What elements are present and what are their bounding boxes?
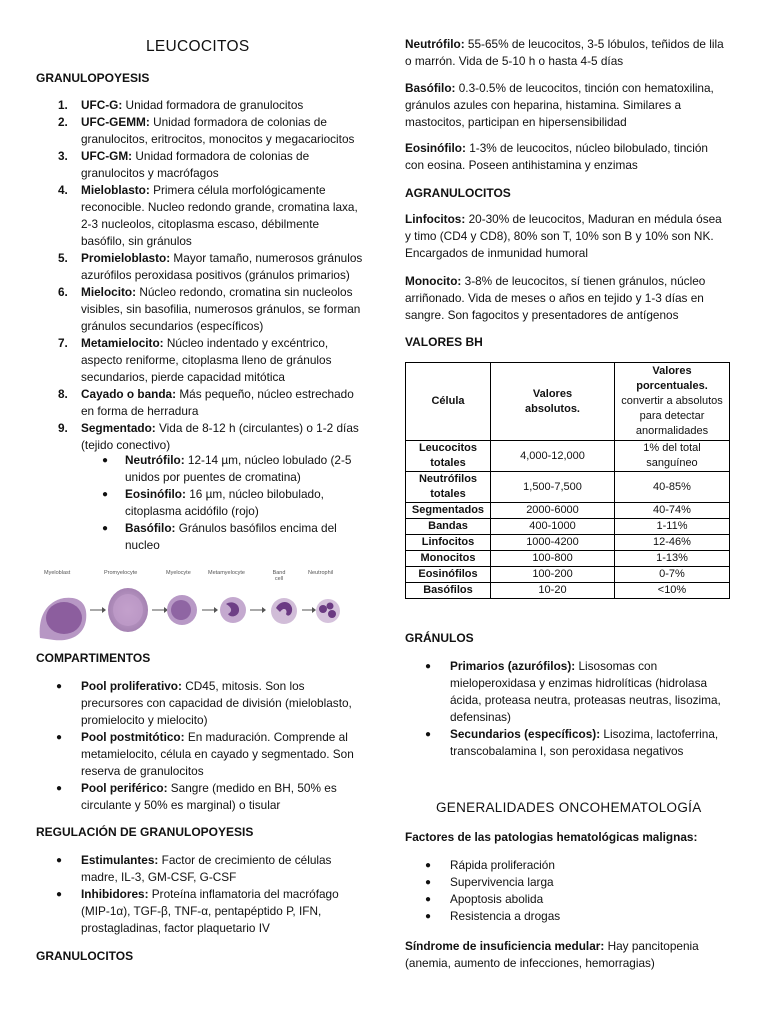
list-item: 1. UFC-G: Unidad formadora de granulocitos [58,98,304,112]
valores-heading: VALORES BH [405,335,483,349]
segmentado-sublist [90,452,360,554]
header-porcentuales: Valores porcentuales. convertir a absolutos para detectar anormalidades [615,363,730,441]
granulocitos-heading: GRANULOCITOS [36,949,134,963]
table-row: Leucocitos totales 4,000-12,000 1% del total sanguíneo [406,441,730,472]
list-item: ● Rápida proliferación [425,858,555,872]
header-celula: Célula [406,363,491,441]
list-item: ● Eosinófilo: 16 µm, núcleo bilobulado, citoplasma acidófilo (rojo) [102,487,324,518]
factores-heading: Factores de las patologias hematológicas malignas: [405,830,698,844]
eosinofilo-paragraph: Eosinófilo: 1-3% de leucocitos, núcleo bilobulado, tinción con eosina. Poseen antihistamina y enzimas [405,141,708,172]
list-item: ● Inhibidores: Proteína inflamatoria del macrófago (MIP-1α), TGF-β, TNF-α, pentapéptido P, IFN, prostagladinas, factor plaquetario IV [56,887,339,935]
list-item: 9. Segmentado: Vida de 8-12 h (circulantes) o 1-2 días (tejido conectivo) [58,421,359,452]
neutrofilo-paragraph: Neutrófilo: 55-65% de leucocitos, 3-5 lóbulos, teñidos de lila o marrón. Vida de 5-10 h o hasta 4-5 días [405,37,724,68]
table-row: Neutrófilos totales 1,500-7,500 40-85% [406,472,730,503]
agranulocitos-heading: AGRANULOCITOS [405,186,511,200]
onco-title: GENERALIDADES ONCOHEMATOLOGÍA [436,800,702,815]
cell-label: Myeloblast [44,570,71,576]
list-item: ● Pool postmitótico: En maduración. Comprende al metamielocito, célula en cayado y segmentado. Son reserva de granulocitos [56,730,354,778]
list-item: 4. Mieloblasto: Primera célula morfológicamente reconocible. Nucleo redondo grande, cromatina laxa, 2-3 nucleolos, citoplasma escaso, débilmente basófilo, sin gránulos [58,183,358,248]
table-row: Basófilos 10-20 <10% [406,583,730,599]
list-item: ● Estimulantes: Factor de crecimiento de células madre, IL-3, GM-CSF, G-CSF [56,853,332,884]
table-row: Linfocitos 1000-4200 12-46% [406,535,730,551]
compartimentos-heading: COMPARTIMENTOS [36,651,151,665]
list-item: ● Pool periférico: Sangre (medido en BH, 50% es circulante y 50% es marginal) o tisular [56,781,337,812]
table-row: Monocitos 100-800 1-13% [406,551,730,567]
cell-label: Metamyelocyte [208,570,245,576]
cell-label: Band cell [272,570,286,582]
list-item: ● Secundarios (específicos): Lisozima, lactoferrina, transcobalamina I, son peroxidasa negativos [425,727,719,758]
list-item: 7. Metamielocito: Núcleo indentado y excéntrico, aspecto reniforme, citoplasma lleno de gránulos secundarios, pierde capacidad mitótica [58,336,332,384]
factores-list [405,857,730,925]
granulopoyesis-list [36,97,366,454]
list-item: 8. Cayado o banda: Más pequeño, núcleo estrechado en forma de herradura [58,387,354,418]
list-item: ● Pool proliferativo: CD45, mitosis. Son los precursores con capacidad de división (mieloblasto, promielocito y mielocito) [56,679,352,727]
sindrome-paragraph: Síndrome de insuficiencia medular: Hay pancitopenia (anemia, aumento de infecciones, hemorragias) [405,939,699,970]
list-item: ● Basófilo: Gránulos basófilos encima del nucleo [102,521,337,552]
list-item: ● Apoptosis abolida [425,892,544,906]
table-header-row [406,363,730,441]
valores-bh-table [405,362,730,599]
granulopoiesis-cells-image [36,570,342,640]
monocito-paragraph: Monocito: 3-8% de leucocitos, sí tienen gránulos, núcleo arriñonado. Vida de meses o años en tejido y 1-3 días en sangre. Son fagocitos y presentadores de antígenos [405,274,706,322]
granulos-heading: GRÁNULOS [405,631,474,645]
list-item: 3. UFC-GM: Unidad formadora de colonias de granulocitos y macrófagos [58,149,310,180]
list-item: ● Primarios (azurófilos): Lisosomas con mieloperoxidasa y enzimas hidrolíticas (hidrolasa ácida, proteasa neutra, proteasas neutras, lisozima, defensinas) [425,659,721,724]
cell-label: Myelocyte [166,570,191,576]
table-row: Segmentados 2000-6000 40-74% [406,503,730,519]
linfocitos-paragraph: Linfocitos: 20-30% de leucocitos, Maduran en médula ósea y timo (CD4 y CD8), 80% son T, 10% son B y 10% son NK. Encargados de inmunidad humoral [405,212,722,260]
page-title: LEUCOCITOS [146,38,250,55]
cell-label: Promyelocyte [104,570,138,576]
cells-illustration [36,580,342,642]
list-item: ● Supervivencia larga [425,875,554,889]
granulos-list [405,658,730,760]
compartimentos-list [36,678,366,814]
table-row: Eosinófilos 100-200 0-7% [406,567,730,583]
list-item: 6. Mielocito: Núcleo redondo, cromatina sin nucleolos visibles, sin basofilia, numerosos gránulos, se forman gránulos secundarios (específicos) [58,285,361,333]
regulacion-list [36,852,366,937]
header-absolutos: Valores absolutos. [491,363,615,441]
basofilo-paragraph: Basófilo: 0.3-0.5% de leucocitos, tinción con hematoxilina, gránulos azules con heparina, histamina. Similares a mastocitos, participan en hipersensibilidad [405,81,714,129]
regulacion-heading: REGULACIÓN DE GRANULOPOYESIS [36,825,254,839]
cell-label: Neutrophil [308,570,334,576]
granulopoyesis-heading: GRANULOPOYESIS [36,71,150,85]
list-item: 2. UFC-GEMM: Unidad formadora de colonias de granulocitos, eritrocitos, monocitos y megacariocitos [58,115,355,146]
list-item: 5. Promieloblasto: Mayor tamaño, numerosos gránulos azurófilos peroxidasa positivos (gránulos primarios) [58,251,363,282]
list-item: ● Neutrófilo: 12-14 µm, núcleo lobulado (2-5 unidos por puentes de cromatina) [102,453,352,484]
table-row: Bandas 400-1000 1-11% [406,519,730,535]
list-item: ● Resistencia a drogas [425,909,561,923]
